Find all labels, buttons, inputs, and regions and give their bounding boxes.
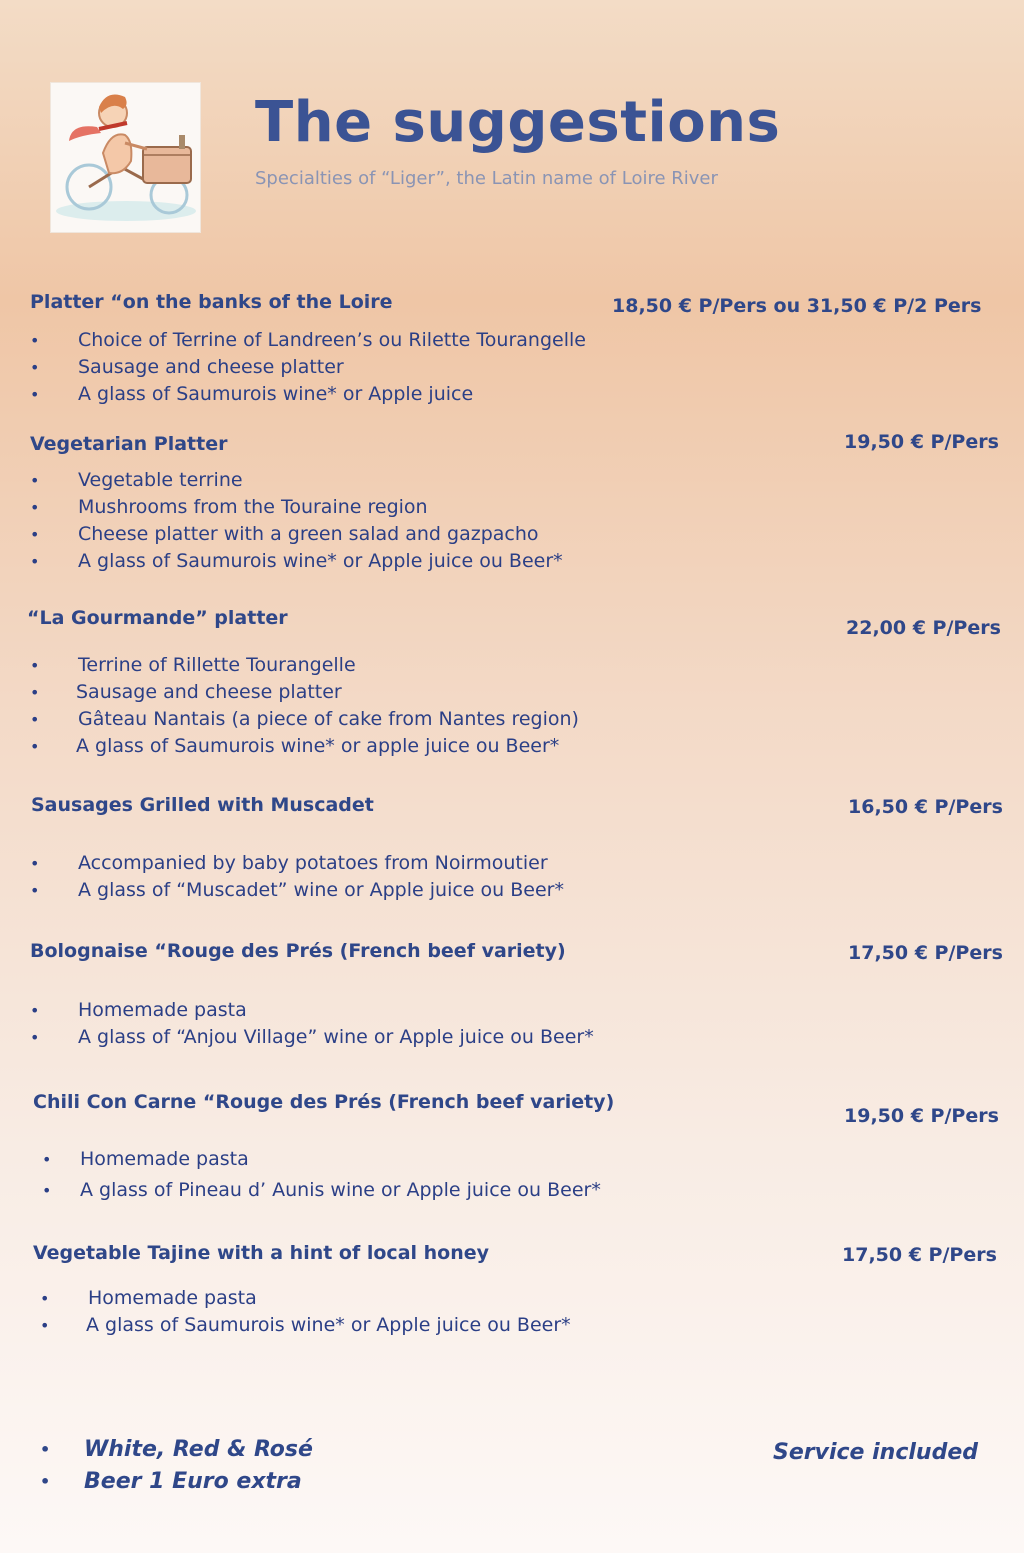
menu-item-price: 16,50 € P/Pers xyxy=(848,796,1003,818)
bullet-icon: • xyxy=(30,358,40,377)
service-note: Service included xyxy=(773,1440,978,1465)
bullet-icon: • xyxy=(30,710,40,729)
bullet-icon: • xyxy=(40,1316,50,1335)
bullet-icon: • xyxy=(30,683,40,702)
menu-item-name: Vegetable Tajine with a hint of local honey xyxy=(33,1242,490,1264)
page-title: The suggestions xyxy=(255,90,781,155)
menu-item-price: 18,50 € P/Pers ou 31,50 € P/2 Pers xyxy=(612,295,982,317)
page-subtitle: Specialties of “Liger”, the Latin name of Loire River xyxy=(255,168,718,189)
menu-item-name: Chili Con Carne “Rouge des Prés (French beef variety) xyxy=(33,1091,615,1113)
menu-item-name: Sausages Grilled with Muscadet xyxy=(31,794,374,816)
menu-item-name: Vegetarian Platter xyxy=(30,433,228,455)
bullet-icon: • xyxy=(40,1472,51,1491)
bullet-icon: • xyxy=(42,1181,52,1200)
bullet-icon: • xyxy=(30,1028,40,1047)
bullet-icon: • xyxy=(30,552,40,571)
menu-item-price: 22,00 € P/Pers xyxy=(846,617,1001,639)
menu-item-name: “La Gourmande” platter xyxy=(27,607,288,629)
cyclist-logo xyxy=(50,82,201,233)
bullet-icon: • xyxy=(30,1001,40,1020)
bullet-icon: • xyxy=(30,471,40,490)
bullet-icon: • xyxy=(42,1150,52,1169)
bullet-icon: • xyxy=(30,656,40,675)
menu-item-price: 17,50 € P/Pers xyxy=(848,942,1003,964)
menu-item-price: 19,50 € P/Pers xyxy=(844,1105,999,1127)
bullet-icon: • xyxy=(30,854,40,873)
menu-item-name: Bolognaise “Rouge des Prés (French beef variety) xyxy=(30,940,566,962)
menu-item-price: 17,50 € P/Pers xyxy=(842,1244,997,1266)
bullet-icon: • xyxy=(30,525,40,544)
menu-item-price: 19,50 € P/Pers xyxy=(844,431,999,453)
bullet-icon: • xyxy=(30,881,40,900)
bullet-icon: • xyxy=(30,385,40,404)
menu-item-name: Platter “on the banks of the Loire xyxy=(30,291,393,313)
bullet-icon: • xyxy=(30,498,40,517)
bullet-icon: • xyxy=(30,331,40,350)
bullet-icon: • xyxy=(40,1289,50,1308)
bullet-icon: • xyxy=(30,737,40,756)
bullet-icon: • xyxy=(40,1440,51,1459)
